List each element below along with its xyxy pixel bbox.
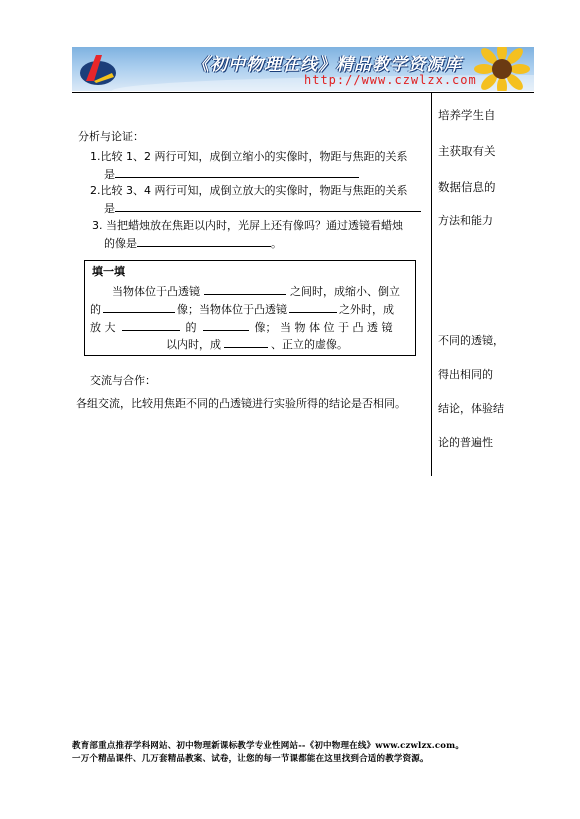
side-note-line: 结论，体验结 (438, 402, 504, 415)
answer-prefix: 是 (104, 202, 115, 215)
side-note-2 (438, 330, 504, 454)
analysis-item-2-answer (104, 200, 421, 216)
fill-text: 像； 当 物 体 位 于 凸 透 镜 (254, 321, 393, 334)
fill-text: 的 (90, 303, 101, 316)
fill-title: 填一填 (92, 265, 125, 278)
fill-blank[interactable] (122, 319, 180, 331)
banner-title: 《初中物理在线》精品教学资源库 (192, 55, 462, 75)
analysis-item-1-answer (104, 166, 359, 182)
top-rule (72, 92, 534, 93)
fill-text: 之外时，成 (339, 303, 394, 316)
fill-text: 、正立的虚像。 (271, 338, 348, 351)
analysis-item-2: 2.比较 3、4 两行可知，成倒立放大的实像时，物距与焦距的关系 (90, 184, 408, 197)
side-note-line: 主获取有关 (438, 144, 496, 158)
banner-url[interactable]: http://www.czwlzx.com (304, 73, 477, 87)
fill-blank[interactable] (203, 319, 249, 331)
side-note-line: 方法和能力 (438, 214, 493, 227)
answer-blank-3[interactable] (137, 235, 271, 247)
answer-blank-1[interactable] (115, 166, 359, 178)
fill-text: 以内时，成 (166, 338, 221, 351)
footer-line-1: 教育部重点推荐学科网站、初中物理新课标教学专业性网站--《初中物理在线》www.czwlzx.com。 (72, 741, 465, 751)
side-note-1 (438, 103, 496, 233)
side-note-line: 数据信息的 (438, 180, 496, 194)
side-note-line: 不同的透镜， (438, 334, 504, 347)
side-note-line: 论的普遍性 (438, 436, 493, 449)
fill-blank[interactable] (224, 336, 268, 348)
answer-blank-2[interactable] (115, 200, 421, 212)
answer-prefix: 是 (104, 168, 115, 181)
fill-blank[interactable] (103, 301, 175, 313)
fill-line-2 (90, 301, 394, 317)
side-note-line: 得出相同的 (438, 368, 493, 381)
analysis-item-1: 1.比较 1、2 两行可知，成倒立缩小的实像时，物距与焦距的关系 (90, 150, 408, 163)
fill-line-1 (112, 283, 400, 299)
header-banner (72, 47, 534, 91)
answer-prefix: 的像是 (104, 237, 137, 250)
fill-line-3 (90, 319, 392, 335)
fill-text: 当物体位于凸透镜 (112, 285, 200, 298)
fill-text: 的 (185, 321, 197, 334)
answer-suffix: 。 (271, 237, 282, 250)
analysis-heading: 分析与论证： (78, 130, 144, 143)
fill-text: 像；当物体位于凸透镜 (177, 303, 287, 316)
margin-divider (431, 92, 432, 476)
fill-text: 之间时，成缩小、倒立 (290, 285, 400, 298)
logo-icon (78, 51, 118, 87)
fill-blank[interactable] (204, 283, 286, 295)
sunflower-icon (474, 47, 530, 91)
footer-line-2: 一万个精品课件、几万套精品教案、试卷，让您的每一节课都能在这里找到合适的教学资源。 (72, 754, 429, 764)
exchange-heading: 交流与合作： (90, 374, 156, 387)
fill-text: 放 大 (90, 321, 116, 334)
fill-blank[interactable] (289, 301, 337, 313)
fill-line-4 (166, 336, 348, 352)
analysis-item-3-answer (104, 235, 282, 251)
side-note-line: 培养学生自 (438, 108, 496, 122)
exchange-text: 各组交流，比较用焦距不同的凸透镜进行实验所得的结论是否相同。 (76, 397, 406, 410)
analysis-item-3: 3. 当把蜡烛放在焦距以内时，光屏上还有像吗？通过透镜看蜡烛 (92, 219, 403, 232)
